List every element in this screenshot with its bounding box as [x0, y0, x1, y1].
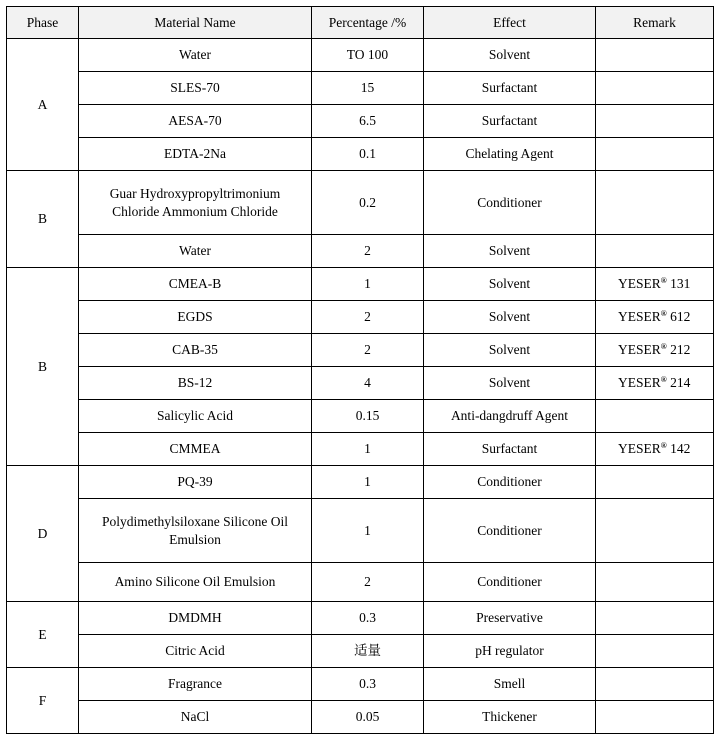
remark-cell	[596, 602, 714, 635]
phase-cell: B	[7, 171, 79, 268]
table-row	[7, 235, 714, 268]
percentage-cell: 15	[312, 72, 424, 105]
remark-cell	[596, 235, 714, 268]
material-cell: Citric Acid	[79, 635, 312, 668]
percentage-cell: 6.5	[312, 105, 424, 138]
effect-cell: pH regulator	[424, 635, 596, 668]
effect-cell: Surfactant	[424, 72, 596, 105]
table-row	[7, 433, 714, 466]
phase-cell: E	[7, 602, 79, 668]
table-row	[7, 499, 714, 563]
percentage-cell: TO 100	[312, 39, 424, 72]
material-cell: Amino Silicone Oil Emulsion	[79, 563, 312, 602]
material-cell: Water	[79, 235, 312, 268]
remark-cell	[596, 39, 714, 72]
remark-code: 142	[670, 441, 691, 456]
material-cell: DMDMH	[79, 602, 312, 635]
percentage-cell: 1	[312, 466, 424, 499]
remark-brand: YESER	[618, 375, 661, 390]
table-row	[7, 334, 714, 367]
remark-cell	[596, 138, 714, 171]
percentage-cell: 1	[312, 433, 424, 466]
table-row	[7, 635, 714, 668]
remark-cell	[596, 72, 714, 105]
material-cell: CMEA-B	[79, 268, 312, 301]
material-cell: Guar Hydroxypropyltrimonium Chloride Ammonium Chloride	[79, 171, 312, 235]
effect-cell: Conditioner	[424, 171, 596, 235]
effect-cell: Preservative	[424, 602, 596, 635]
percentage-cell: 0.3	[312, 668, 424, 701]
remark-cell	[596, 400, 714, 433]
remark-cell	[596, 701, 714, 734]
percentage-cell: 0.15	[312, 400, 424, 433]
material-cell: CAB-35	[79, 334, 312, 367]
remark-cell	[596, 367, 714, 400]
table-row	[7, 367, 714, 400]
remark-cell	[596, 105, 714, 138]
remark-cell	[596, 334, 714, 367]
phase-cell: B	[7, 268, 79, 466]
table-row	[7, 72, 714, 105]
material-cell: Polydimethylsiloxane Silicone Oil Emulsion	[79, 499, 312, 563]
material-cell: AESA-70	[79, 105, 312, 138]
material-cell: Fragrance	[79, 668, 312, 701]
remark-brand: YESER	[618, 276, 661, 291]
table-row	[7, 301, 714, 334]
header-percentage: Percentage /%	[312, 7, 424, 39]
header-material: Material Name	[79, 7, 312, 39]
effect-cell: Solvent	[424, 268, 596, 301]
header-remark: Remark	[596, 7, 714, 39]
registered-mark: ®	[660, 309, 667, 318]
material-cell: CMMEA	[79, 433, 312, 466]
effect-cell: Smell	[424, 668, 596, 701]
effect-cell: Thickener	[424, 701, 596, 734]
table-row	[7, 39, 714, 72]
percentage-cell: 2	[312, 301, 424, 334]
remark-cell	[596, 563, 714, 602]
header-row	[7, 7, 714, 39]
remark-cell	[596, 499, 714, 563]
remark-cell	[596, 635, 714, 668]
remark-cell	[596, 433, 714, 466]
effect-cell: Solvent	[424, 367, 596, 400]
registered-mark: ®	[660, 441, 667, 450]
phase-cell: D	[7, 466, 79, 602]
phase-cell: A	[7, 39, 79, 171]
percentage-cell: 1	[312, 268, 424, 301]
table-row	[7, 668, 714, 701]
material-cell: BS-12	[79, 367, 312, 400]
effect-cell: Conditioner	[424, 563, 596, 602]
effect-cell: Chelating Agent	[424, 138, 596, 171]
percentage-cell: 0.1	[312, 138, 424, 171]
effect-cell: Solvent	[424, 39, 596, 72]
table-row	[7, 701, 714, 734]
table-row	[7, 138, 714, 171]
material-cell: SLES-70	[79, 72, 312, 105]
header-phase: Phase	[7, 7, 79, 39]
formula-table	[6, 6, 714, 734]
table-row	[7, 563, 714, 602]
remark-code: 214	[670, 375, 691, 390]
effect-cell: Anti-dangdruff Agent	[424, 400, 596, 433]
remark-brand: YESER	[618, 342, 661, 357]
remark-brand: YESER	[618, 309, 661, 324]
percentage-cell: 0.3	[312, 602, 424, 635]
header-effect: Effect	[424, 7, 596, 39]
remark-brand: YESER	[618, 441, 661, 456]
material-cell: PQ-39	[79, 466, 312, 499]
effect-cell: Solvent	[424, 235, 596, 268]
remark-cell	[596, 171, 714, 235]
material-cell: Water	[79, 39, 312, 72]
remark-code: 131	[670, 276, 691, 291]
phase-cell: F	[7, 668, 79, 734]
table-row	[7, 602, 714, 635]
effect-cell: Conditioner	[424, 466, 596, 499]
percentage-cell: 适量	[312, 635, 424, 668]
remark-cell	[596, 268, 714, 301]
table-row	[7, 400, 714, 433]
percentage-cell: 2	[312, 235, 424, 268]
registered-mark: ®	[660, 375, 667, 384]
remark-code: 212	[670, 342, 691, 357]
remark-cell	[596, 466, 714, 499]
remark-code: 612	[670, 309, 691, 324]
percentage-cell: 4	[312, 367, 424, 400]
remark-cell	[596, 668, 714, 701]
table-row	[7, 105, 714, 138]
percentage-cell: 2	[312, 334, 424, 367]
remark-cell	[596, 301, 714, 334]
effect-cell: Solvent	[424, 334, 596, 367]
table-row	[7, 171, 714, 235]
percentage-cell: 0.05	[312, 701, 424, 734]
registered-mark: ®	[660, 342, 667, 351]
percentage-cell: 2	[312, 563, 424, 602]
registered-mark: ®	[660, 276, 667, 285]
table-row	[7, 268, 714, 301]
effect-cell: Solvent	[424, 301, 596, 334]
material-cell: EGDS	[79, 301, 312, 334]
material-cell: EDTA-2Na	[79, 138, 312, 171]
percentage-cell: 1	[312, 499, 424, 563]
table-row	[7, 466, 714, 499]
material-cell: Salicylic Acid	[79, 400, 312, 433]
material-cell: NaCl	[79, 701, 312, 734]
effect-cell: Surfactant	[424, 105, 596, 138]
effect-cell: Conditioner	[424, 499, 596, 563]
percentage-cell: 0.2	[312, 171, 424, 235]
effect-cell: Surfactant	[424, 433, 596, 466]
